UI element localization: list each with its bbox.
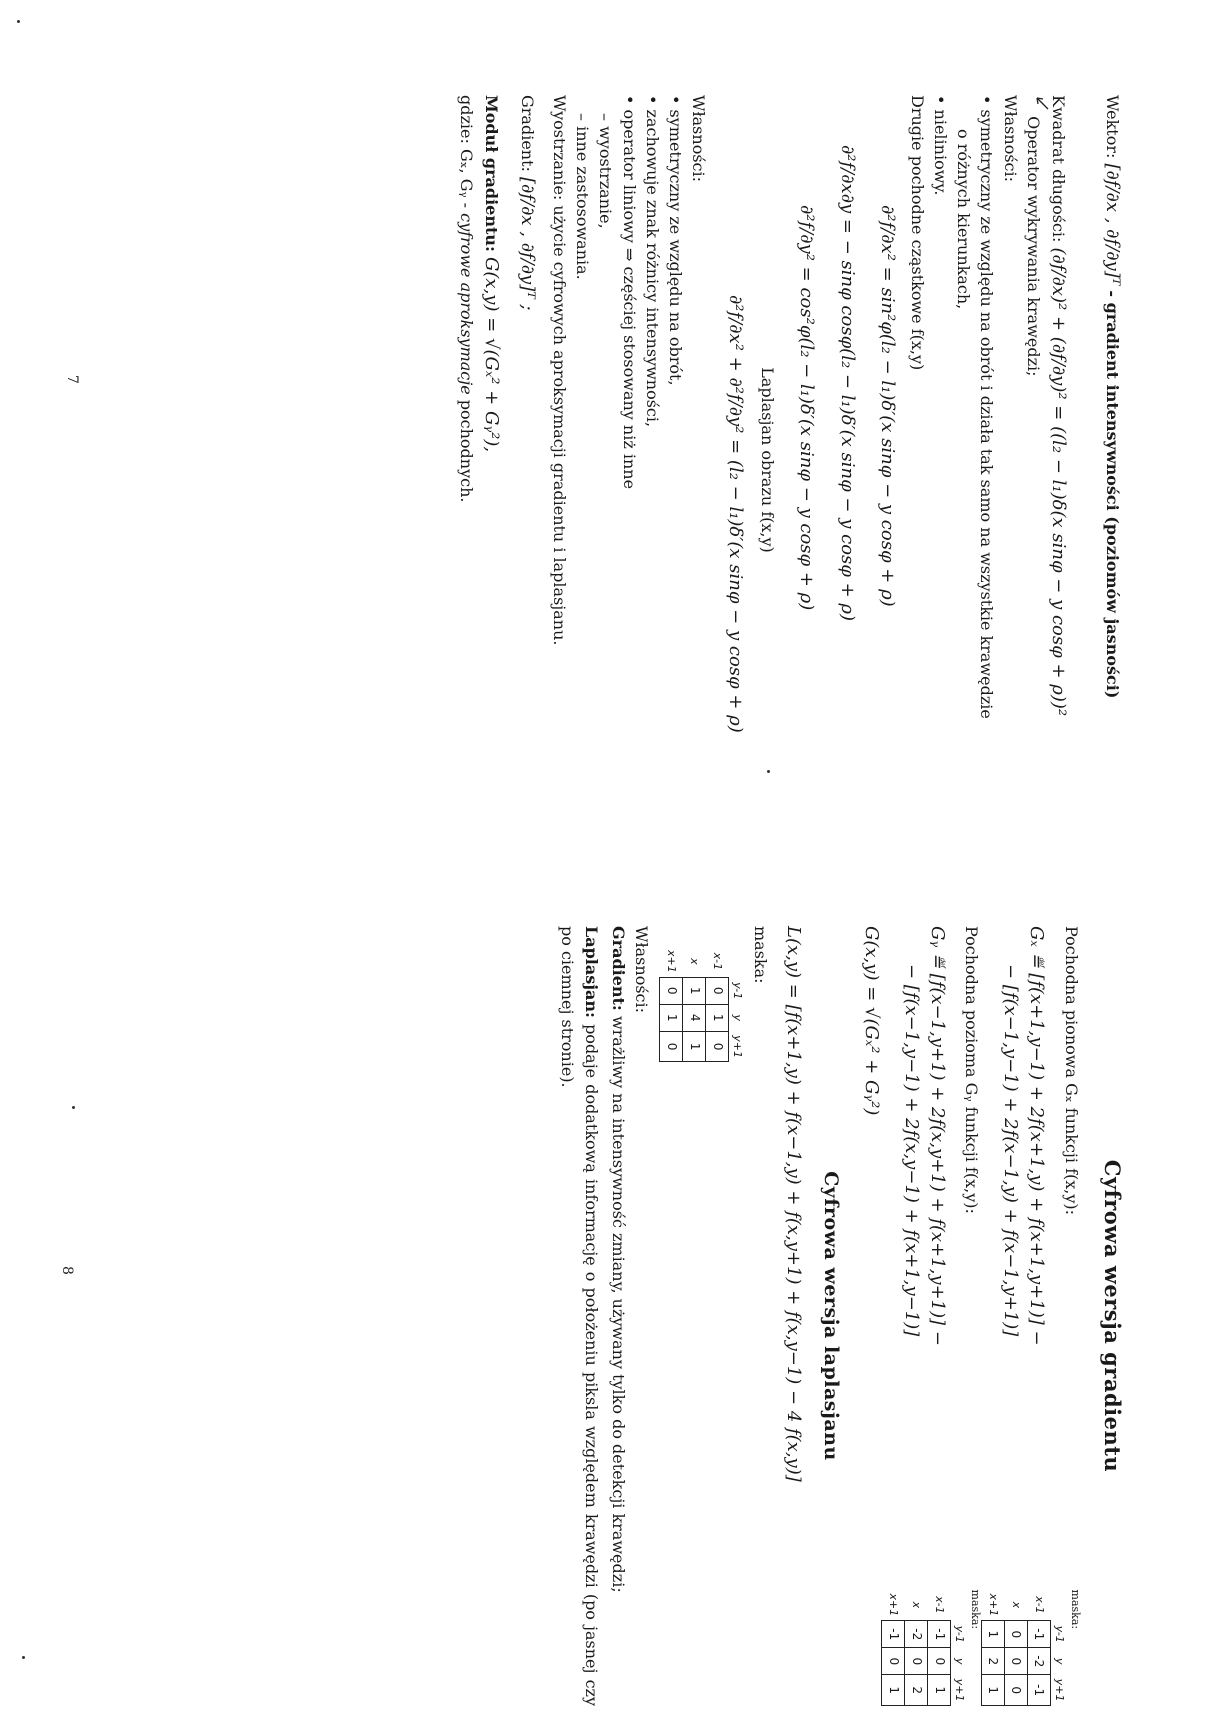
mask-col-header: y — [953, 1658, 967, 1665]
modulus-expr: G(x,y) = √(Gₓ² + Gᵧ²), — [480, 257, 502, 453]
modulus-line — [478, 95, 504, 825]
mask-col-header: y-1 — [953, 1625, 967, 1643]
props2-item: • symetryczny ze względu na obrót, — [664, 95, 687, 825]
mask-row-header: x-1 — [933, 1596, 947, 1614]
mask-row-header: x+1 — [664, 950, 678, 973]
gx-line1: Gₓ ≝ [f(x+1,y−1) + 2f(x+1,y) + f(x+1,y+1)] − — [1026, 926, 1048, 1346]
mask-cell: 1 — [882, 1675, 905, 1706]
mask-cell: 2 — [905, 1675, 928, 1706]
mask-cell: 2 — [981, 1648, 1004, 1675]
mask-cell: -1 — [1027, 1621, 1050, 1648]
mask-cell: 0 — [905, 1648, 928, 1675]
mask-cell: 1 — [981, 1621, 1004, 1648]
mask-gy — [881, 1590, 983, 1706]
vector-expr: [∂f/∂x , ∂f/∂y]ᵀ — [1102, 163, 1123, 286]
gradient-heading: Cyfrowa wersja gradientu — [1100, 1159, 1125, 1473]
props2-item: • operator liniowy ⇒ częściej stosowany niż inne — [617, 95, 640, 825]
mask-l-label: maska: — [751, 926, 771, 984]
props1-title: Własności: — [1000, 95, 1020, 182]
props1-item: o różnych kierunkach, — [954, 129, 974, 310]
vertical-title: Pochodna pionowa Gₓ funkcji f(x,y): — [1061, 926, 1081, 1216]
laplacian-prop — [556, 926, 602, 1706]
page-7 — [0, 0, 1215, 865]
mask-col-header: y+1 — [730, 1035, 744, 1058]
mask-row-header: x — [1009, 1601, 1023, 1609]
mask-col-header: y — [1052, 1658, 1066, 1665]
mask-gy-label: maska: — [969, 1589, 983, 1630]
mask-cell: 0 — [882, 1648, 905, 1675]
mask-row — [928, 1590, 951, 1706]
second-derivative-xy: ∂²f/∂x∂y = − sinφ cosφ(l₂ − l₁)δ′(x sinφ − y cosφ + ρ) — [836, 145, 858, 622]
props2-title: Własności: — [689, 95, 709, 182]
square-length-label: Kwadrat długości: — [1048, 95, 1068, 243]
gradient-expr: [∂f/∂x , ∂f/∂y]ᵀ ; — [516, 177, 538, 311]
scan-speck — [72, 1106, 75, 1109]
where-italic: cyfrowe aproksymacje — [456, 213, 476, 395]
scan-speck — [17, 20, 20, 23]
mask-row-header: x — [687, 958, 701, 965]
mask-row — [1004, 1590, 1027, 1706]
mask-gx-label: maska: — [1068, 1589, 1082, 1630]
square-length-line — [1045, 95, 1071, 825]
mask-col-header: y-1 — [730, 982, 744, 1000]
page-number: 8 — [59, 1266, 75, 1275]
vector-desc: - gradient intensywności (poziomów jasności) — [1103, 290, 1122, 699]
mask-row-header: x-1 — [710, 952, 724, 971]
gradient-label: Gradient: — [517, 95, 537, 172]
mask-row-header: x+1 — [986, 1593, 1000, 1617]
mask-cell: 1 — [981, 1675, 1004, 1706]
scan-speck — [767, 770, 770, 773]
mask-row — [705, 946, 728, 1062]
mask-corner — [951, 1590, 967, 1621]
mask-row-header: x+1 — [887, 1593, 901, 1617]
gradient-prop — [607, 926, 630, 1706]
mask-cell: 0 — [928, 1648, 951, 1675]
mask-cell: 1 — [928, 1675, 951, 1706]
second-derivative-xx: ∂²f/∂x² = sin²φ(l₂ − l₁)δ′(x sinφ − y cosφ + ρ) — [876, 205, 898, 607]
gradient-prop-label: Gradient: — [608, 926, 628, 1011]
laplacian-prop-text: podaje dodatkową informację o położeniu piksla względem krawędzi (po jasnej czy po ciemnej stronie). — [558, 926, 601, 1707]
mask-cell: 1 — [682, 1031, 705, 1062]
vector-label: Wektor: — [1103, 95, 1122, 159]
vector-line — [1099, 95, 1125, 825]
gradient-line — [514, 95, 540, 825]
second-derivatives-title: Drugie pochodne cząstkowe f(x,y) — [907, 95, 927, 371]
mask-cell: 0 — [1004, 1675, 1027, 1706]
mask-col-header: y — [730, 1014, 744, 1021]
mask-cell: -1 — [928, 1621, 951, 1648]
mask-row — [981, 1590, 1004, 1706]
gy-line2: − [f(x−1,y−1) + 2f(x,y−1) + f(x+1,y−1)] — [900, 964, 922, 1337]
mask-cell: -2 — [905, 1621, 928, 1648]
props2-item: • zachowuje znak różnicy intensywności, — [641, 95, 664, 825]
sharpening-line: Wyostrzanie: użycie cyfrowych aproksymacji gradientu i laplasjanu. — [550, 95, 569, 646]
gradient-prop-text: wrażliwy na intensywność zmiany, używany tylko do detekcji krawędzi; — [608, 1015, 628, 1593]
operator-text: Operator wykrywania krawędzi; — [1023, 116, 1043, 377]
page-8 — [0, 866, 1215, 1731]
mask-row — [659, 946, 682, 1062]
mask-row — [882, 1590, 905, 1706]
mask-row-header: x-1 — [1032, 1596, 1046, 1614]
mask-cell: 0 — [705, 1031, 728, 1062]
mask-gy-table — [881, 1590, 967, 1706]
operator-line — [1022, 95, 1045, 825]
props-title: Własności: — [631, 926, 651, 1013]
mask-row-header: x — [910, 1601, 924, 1609]
mask-col-header: y+1 — [953, 1678, 967, 1702]
mask-cell: 1 — [682, 977, 705, 1004]
mask-cell: 0 — [705, 977, 728, 1004]
scan-speck — [22, 1656, 25, 1659]
mask-cell: 1 — [705, 1004, 728, 1031]
props2-sub: – wyostrzanie, — [596, 113, 616, 229]
mask-cell: -1 — [882, 1621, 905, 1648]
arrow-icon — [1034, 95, 1050, 111]
modulus-label: Moduł gradientu: — [481, 95, 501, 252]
where-line — [454, 95, 477, 825]
where-prefix: gdzie: Gₓ, Gᵧ - — [456, 95, 476, 209]
mask-cell: 4 — [682, 1004, 705, 1031]
mask-cell: 0 — [659, 1031, 682, 1062]
mask-gx-table — [981, 1590, 1067, 1706]
mask-col-header: y-1 — [1052, 1625, 1066, 1643]
laplacian-prop-label: Laplasjan: — [581, 926, 601, 1018]
mask-cell: 0 — [1004, 1621, 1027, 1648]
mask-cell: -1 — [1027, 1675, 1050, 1706]
mask-gx — [981, 1590, 1083, 1706]
props1-item: • symetryczny ze względu na obrót i działa tak samo na wszystkie krawędzie — [975, 95, 998, 825]
g-expr: G(x,y) = √(Gₓ² + Gᵧ²) — [860, 926, 882, 1116]
props1-item: • nieliniowy. — [929, 95, 952, 825]
horizontal-title: Pochodna pozioma Gᵧ funkcji f(x,y): — [962, 926, 982, 1214]
mask-corner — [728, 946, 744, 977]
mask-row — [1027, 1590, 1050, 1706]
square-length-expr: (∂f/∂x)² + (∂f/∂y)² = ((l₂ − l₁)δ(x sinφ − y cosφ + ρ))² — [1047, 247, 1069, 717]
mask-row — [682, 946, 705, 1062]
mask-corner — [1050, 1590, 1066, 1621]
mask-cell: 0 — [659, 977, 682, 1004]
where-suffix: pochodnych. — [456, 399, 476, 503]
laplacian-title: Laplasjan obrazu f(x,y) — [758, 367, 778, 553]
laplacian-expr: ∂²f/∂x² + ∂²f/∂y² = (l₂ − l₁)δ′(x sinφ − y cosφ + ρ) — [725, 295, 747, 733]
mask-l-table — [659, 946, 745, 1062]
mask-cell: 0 — [1004, 1648, 1027, 1675]
gy-line1: Gᵧ ≝ [f(x−1,y+1) + 2f(x,y+1) + f(x+1,y+1)] − — [927, 926, 948, 1346]
mask-cell: -2 — [1027, 1648, 1050, 1675]
mask-cell: 1 — [659, 1004, 682, 1031]
page-number: 7 — [64, 375, 80, 384]
second-derivative-yy: ∂²f/∂y² = cos²φ(l₂ − l₁)δ′(x sinφ − y cosφ + ρ) — [796, 205, 818, 611]
mask-col-header: y+1 — [1052, 1678, 1066, 1702]
laplacian-heading: Cyfrowa wersja laplasjanu — [819, 1171, 842, 1461]
mask-row — [905, 1590, 928, 1706]
props2-sub: – inne zastosowania. — [573, 113, 593, 280]
l-expr: L(x,y) = [f(x+1,y) + f(x−1,y) + f(x,y+1) + f(x,y−1) − 4 f(x,y)] — [783, 926, 805, 1482]
gx-line2: − [f(x−1,y−1) + 2f(x−1,y) + f(x−1,y+1)] — [1000, 964, 1022, 1337]
